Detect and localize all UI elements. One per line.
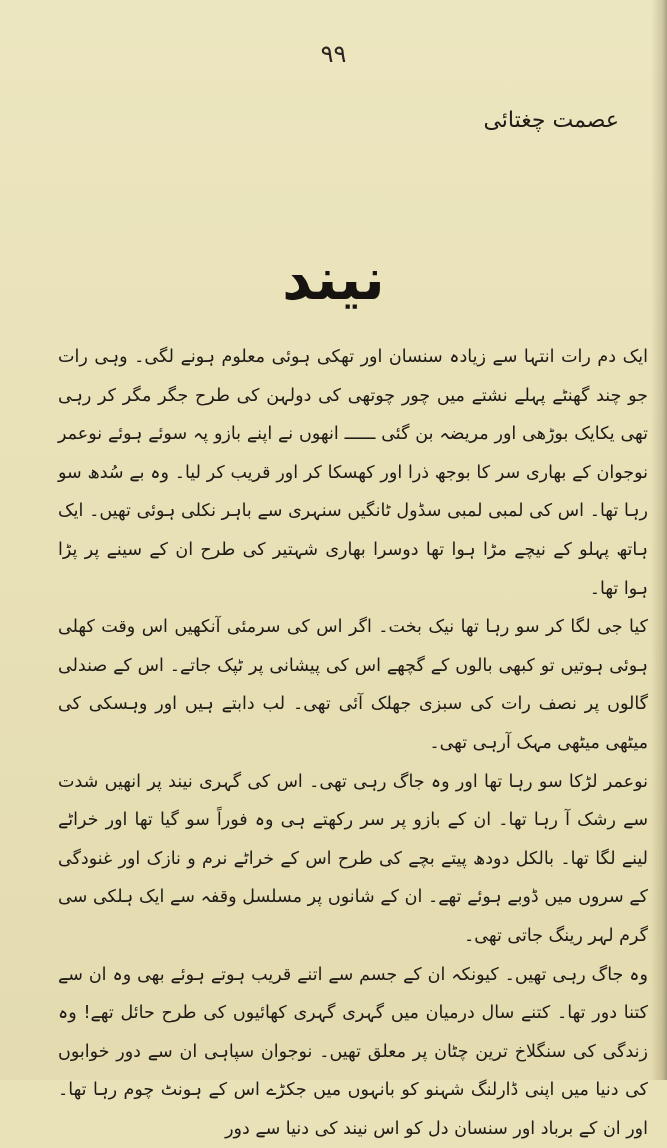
story-title: نیند <box>0 245 667 313</box>
author-name: عصمت چغتائی <box>483 108 619 133</box>
paragraph: نوعمر لڑکا سو رہا تھا اور وہ جاگ رہی تھی۔ اس کی گہری نیند پر انھیں شدت سے رشک آ رہا تھا۔ ان کے بازو پر سر رکھتے ہی وہ فوراً سو گیا تھا اور خراٹے لینے لگا تھا۔ بالکل دودھ پیتے بچے کی طرح اس کے خراٹے نرم و نازک اور غنودگی کے سروں میں ڈوبے ہوئے تھے۔ ان کے شانوں پر مسلسل وقفہ سے ایک ہلکی سی گرم لہر رینگ جاتی تھی۔ <box>58 763 648 956</box>
paragraph: ایک دم رات انتہا سے زیادہ سنسان اور تھکی ہوئی معلوم ہونے لگی۔ وہی رات جو چند گھنٹے پہلے نشتے میں چور چوتھی کی دولہن کی طرح جگر مگر کر رہی تھی یکایک بوڑھی اور مریضہ بن گئی ــــــ انھوں نے اپنے بازو پہ سوئے ہوئے نوعمر نوجوان کے بھاری سر کا بوجھ ذرا اور کھسکا کر اور قریب کر لیا۔ وہ بے سُدھ سو رہا تھا۔ اس کی لمبی لمبی سڈول ٹانگیں سنہری سے باہر نکلی ہوئی تھیں۔ ایک ہاتھ پہلو کے نیچے مڑا ہوا تھا دوسرا بھاری شہتیر کی طرح ان کے سینے پر پڑا ہوا تھا۔ <box>58 338 648 608</box>
page-spine-shadow <box>651 0 667 1080</box>
paragraph: وہ جاگ رہی تھیں۔ کیونکہ ان کے جسم سے اتنے قریب ہوتے ہوئے بھی وہ ان سے کتنا دور تھا۔ کتنے سال درمیان میں گہری گہری کھائیوں کی طرح حائل تھے! وہ زندگی کی سنگلاخ ترین چٹان پر معلق تھیں۔ نوجوان سپاہی ان سے دور خوابوں کی دنیا میں اپنی ڈارلنگ شہنو کو بانہوں میں جکڑے اس کے ہونٹ چوم رہا تھا۔ اور ان کے برباد اور سنسان دل کو اس نیند کی دنیا سے دور <box>58 956 648 1148</box>
paragraph: کیا جی لگا کر سو رہا تھا نیک بخت۔ اگر اس کی سرمئی آنکھیں اس وقت کھلی ہوئی ہوتیں تو کبھی بالوں کے گچھے اس کی پیشانی پر ٹپک جاتے۔ اس کے صندلی گالوں پر نصف رات کی سبزی جھلک آئی تھی۔ لب دابتے ہیں اور وہسکی کی میٹھی میٹھی مہک آرہی تھی۔ <box>58 608 648 762</box>
story-body <box>58 338 648 1148</box>
page-number: ۹۹ <box>0 40 667 68</box>
